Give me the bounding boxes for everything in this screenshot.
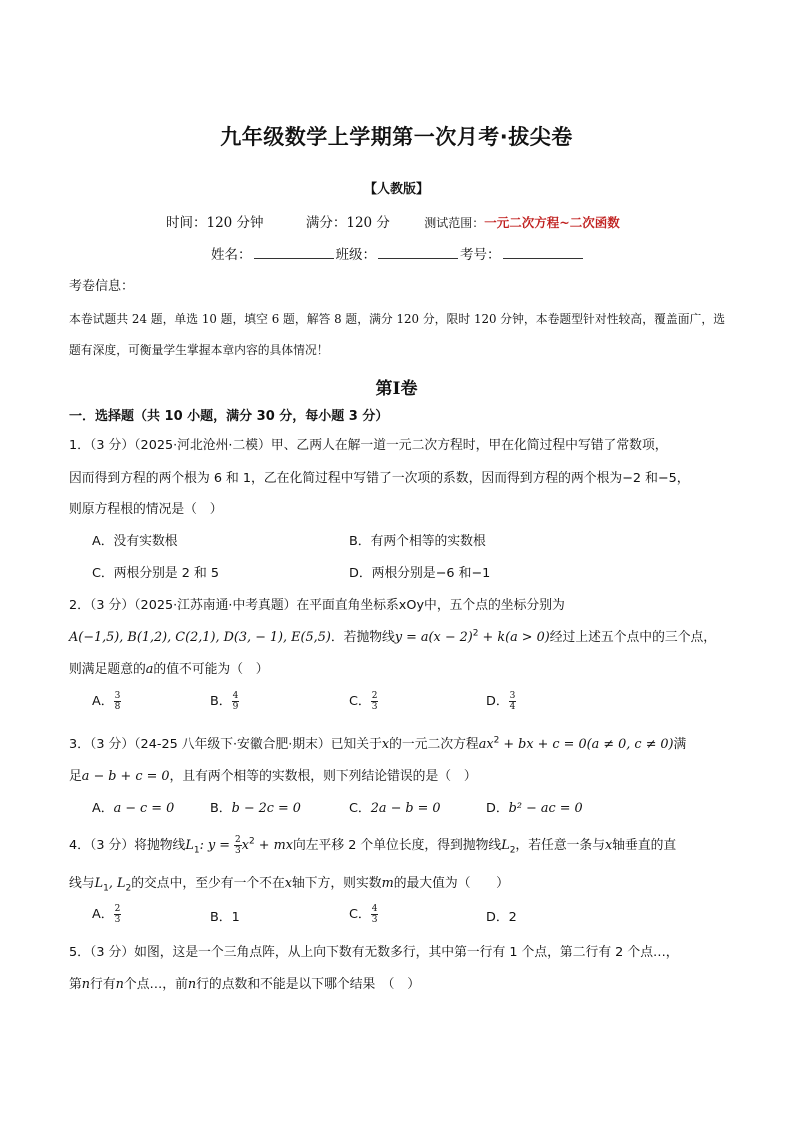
option-4b[interactable] (210, 906, 240, 925)
text: 线与 (69, 876, 95, 891)
subscript: 1 (193, 845, 200, 856)
volume-title: 第I卷 (375, 379, 418, 399)
question-2-line-2 (69, 626, 716, 645)
text: ，且有两个相等的实数根，则下列结论错误的是（ ） (169, 769, 477, 784)
option-3c[interactable] (349, 797, 441, 816)
var: x (605, 838, 613, 853)
text: 的值不可能为（ ） (153, 662, 269, 677)
var: m (381, 876, 394, 891)
option-letter: D． (486, 694, 509, 709)
name-field[interactable] (254, 244, 334, 259)
numerator: 2 (371, 691, 378, 701)
option-letter: B． (210, 801, 232, 816)
page-title: 九年级数学上学期第一次月考·拔尖卷 (220, 125, 573, 149)
var: x (284, 876, 292, 891)
id-label: 考号： (460, 247, 501, 263)
var: n (187, 977, 197, 992)
option-formula: 2a − b = 0 (370, 801, 441, 816)
var: n (81, 977, 91, 992)
option-letter: D． (486, 910, 509, 925)
question-text: （3 分）（2025·河北沧州·二模）甲、乙两人在解一道一元二次方程时，甲在化简过程中写错了常数项， (89, 438, 668, 453)
option-1b[interactable]: B．有两个相等的实数根 (349, 534, 486, 549)
fraction (371, 691, 379, 712)
text: ，若任意一条与 (515, 838, 605, 853)
class-field[interactable] (378, 244, 458, 259)
option-value: 1 (231, 910, 240, 925)
denominator: 4 (509, 702, 516, 712)
question-2-line-3 (69, 658, 269, 677)
question-1-line-1 (69, 434, 668, 453)
var: L (185, 838, 194, 853)
option-letter: D． (486, 801, 509, 816)
text: 的最大值为（ ） (393, 876, 509, 891)
score-label: 满分：120 分 (305, 215, 390, 231)
question-number: 1． (69, 438, 90, 453)
question-1-line-2: 因而得到方程的两个根为 6 和 1，乙在化简过程中写错了一次项的系数，因而得到方程的两个根为−2 和−5， (69, 471, 690, 486)
var: n (115, 977, 124, 992)
option-letter: C． (349, 907, 371, 922)
denominator: 9 (232, 702, 239, 712)
option-2d[interactable] (486, 690, 516, 712)
var: x (381, 737, 390, 752)
text: 个点…，前 (123, 977, 188, 992)
question-number: 5． (69, 945, 90, 960)
option-letter: C． (349, 801, 371, 816)
text: 经过上述五个点中的三个点， (549, 630, 717, 645)
question-2-line-1 (69, 594, 565, 613)
option-formula: a − c = 0 (113, 801, 175, 816)
formula-tail: + k(a > 0) (478, 630, 550, 645)
option-2c[interactable] (349, 690, 378, 712)
question-4-line-2 (69, 872, 509, 894)
edition-label: 【人教版】 (363, 182, 429, 197)
text: 的交点中，至少有一个不在 (131, 876, 285, 891)
option-1d[interactable]: D．两根分别是−6 和−1 (349, 566, 491, 581)
option-value: 2 (508, 910, 517, 925)
text: （3 分）将抛物线 (89, 838, 186, 853)
text: 满 (673, 737, 687, 752)
option-letter: B． (210, 910, 232, 925)
option-3b[interactable] (210, 797, 301, 816)
option-formula: b − 2c = 0 (231, 801, 301, 816)
fraction (371, 904, 379, 925)
option-letter: A． (92, 801, 114, 816)
question-number: 4． (69, 838, 90, 853)
denominator: 3 (371, 915, 378, 925)
option-4a[interactable] (92, 903, 121, 925)
option-4c[interactable] (349, 903, 378, 925)
numerator: 2 (114, 904, 121, 914)
exam-meta-row (166, 211, 620, 231)
option-1c[interactable]: C．两根分别是 2 和 5 (92, 566, 220, 581)
exam-info-text: 本卷试题共 24 题，单选 10 题，填空 6 题，解答 8 题，满分 120 分，限时 120 分钟，本卷题型针对性较高，覆盖面广，选题有深度，可衡量学生掌握本章内容的具体情况！ (69, 312, 725, 357)
text: 行有 (90, 977, 116, 992)
var: x (241, 838, 249, 853)
question-1-line-3: 则原方程根的情况是（ ） (69, 502, 223, 517)
text: 轴下方，则实数 (291, 876, 382, 891)
fraction (232, 691, 240, 712)
question-5-line-1 (69, 941, 679, 960)
formula: : y = (199, 838, 235, 853)
option-4d[interactable] (486, 906, 517, 925)
class-label: 班级： (335, 247, 376, 263)
subscript: 1 (103, 883, 109, 894)
formula-tail: + mx (254, 838, 293, 853)
option-letter: B． (210, 694, 232, 709)
exponent: 2 (472, 628, 479, 639)
question-4-line-1 (69, 834, 676, 856)
fraction (114, 904, 122, 925)
id-field[interactable] (503, 244, 583, 259)
fraction (234, 835, 242, 856)
student-info-row (211, 243, 585, 263)
fraction (114, 691, 122, 712)
formula-tail: + bx + c = 0(a ≠ 0, c ≠ 0) (499, 737, 674, 752)
text: 第 (69, 977, 82, 992)
numerator: 4 (232, 691, 239, 701)
text: （3 分）（24-25 八年级下·安徽合肥·期末）已知关于 (89, 737, 382, 752)
question-text: （3 分）如图，这是一个三角点阵，从上向下数有无数多行，其中第一行有 1 个点，第二行有 2 个点…， (89, 945, 679, 960)
section-title: 一．选择题（共 10 小题，满分 30 分，每小题 3 分） (69, 409, 389, 424)
text: 足 (69, 769, 82, 784)
numerator: 3 (509, 691, 516, 701)
option-2a[interactable] (92, 690, 121, 712)
option-formula: b² − ac = 0 (508, 801, 583, 816)
text: 向左平移 2 个单位长度，得到抛物线 (292, 838, 502, 853)
var: , L (108, 876, 126, 891)
question-5-line-2 (69, 973, 420, 992)
text: 的一元二次方程 (389, 737, 479, 752)
denominator: 3 (235, 846, 241, 856)
denominator: 3 (371, 702, 378, 712)
numerator: 2 (235, 835, 241, 845)
option-2b[interactable] (210, 690, 239, 712)
denominator: 8 (114, 702, 121, 712)
question-number: 3． (69, 737, 90, 752)
text: 则满足题意的 (69, 662, 146, 677)
question-text: （3 分）（2025·江苏南通·中考真题）在平面直角坐标系xOy中，五个点的坐标分别为 (89, 598, 565, 613)
denominator: 3 (114, 915, 121, 925)
option-1a[interactable]: A．没有实数根 (92, 534, 178, 549)
exam-info-label: 考卷信息： (69, 279, 135, 294)
time-label: 时间：120 分钟 (166, 215, 264, 231)
exponent: 2 (249, 836, 255, 847)
text: ．若抛物线 (330, 630, 395, 645)
formula: a − b + c = 0 (81, 769, 170, 784)
text: 轴垂直的直 (612, 838, 677, 853)
range-label: 测试范围： (424, 216, 485, 230)
parabola-formula: y = a(x − 2) (394, 630, 473, 645)
subscript: 2 (509, 845, 516, 856)
numerator: 4 (371, 904, 378, 914)
option-3a[interactable] (92, 797, 174, 816)
var: L (94, 876, 104, 891)
formula: ax (478, 737, 494, 752)
var: L (501, 838, 510, 853)
option-letter: C． (349, 694, 371, 709)
name-label: 姓名： (211, 247, 252, 263)
subscript: 2 (125, 883, 132, 894)
range-value: 一元二次方程~二次函数 (484, 215, 620, 230)
question-3-line-2 (69, 765, 477, 784)
text: 行的点数和不能是以下哪个结果 （ ） (196, 977, 421, 992)
option-letter: A． (92, 694, 114, 709)
question-number: 2． (69, 598, 90, 613)
option-letter: A． (92, 907, 114, 922)
option-3d[interactable] (486, 797, 583, 816)
var: a (145, 662, 154, 677)
fraction (509, 691, 517, 712)
exponent: 2 (493, 735, 500, 746)
question-3-line-1 (69, 733, 686, 752)
numerator: 3 (114, 691, 121, 701)
points-list: A(−1,5), B(1,2), C(2,1), D(3, − 1), E(5,5) (69, 630, 331, 645)
